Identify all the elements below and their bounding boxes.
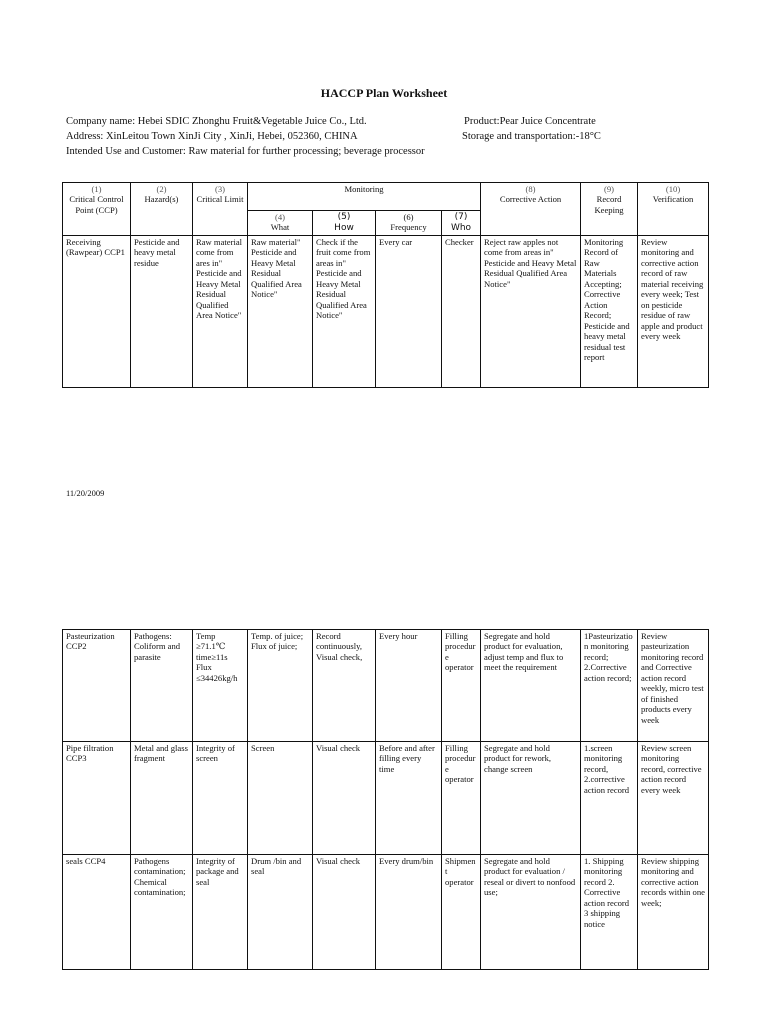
cell-how: Visual check — [313, 742, 376, 855]
cell-who: Filling procedure operator — [442, 742, 481, 855]
cell-who: Checker — [442, 235, 481, 387]
cell-verification: Review shipping monitoring and corrective action records within one week; — [638, 855, 709, 970]
cell-frequency: Every car — [376, 235, 442, 387]
cell-limit: Integrity of screen — [193, 742, 248, 855]
cell-frequency: Every drum/bin — [376, 855, 442, 970]
cell-who: Filling procedure operator — [442, 630, 481, 742]
col-header-hazard: (2) Hazard(s) — [131, 183, 193, 236]
cell-hazard: Pesticide and heavy metal residue — [131, 235, 193, 387]
page-title: HACCP Plan Worksheet — [320, 86, 448, 100]
table-row — [63, 855, 709, 970]
cell-record: 1. Shipping monitoring record 2. Corrective action record 3 shipping notice — [581, 855, 638, 970]
col-header-limit: (3) Critical Limit — [193, 183, 248, 236]
cell-ccp: seals CCP4 — [63, 855, 131, 970]
col-header-what: (4) What — [248, 211, 313, 236]
table-row — [63, 235, 709, 387]
cell-frequency: Every hour — [376, 630, 442, 742]
cell-what: Screen — [248, 742, 313, 855]
cell-record: Monitoring Record of Raw Materials Accepting; Corrective Action Record; Pesticide and heavy metal residual test report — [581, 235, 638, 387]
col-header-verification: (10) Verification — [638, 183, 709, 236]
cell-what: Drum /bin and seal — [248, 855, 313, 970]
col-header-who: (7) Who — [442, 211, 481, 236]
cell-corrective: Segregate and hold product for evaluation, adjust temp and flux to meet the requirement — [481, 630, 581, 742]
col-header-corrective: (8) Corrective Action — [481, 183, 581, 236]
cell-limit: Integrity of package and seal — [193, 855, 248, 970]
cell-record: 1Pasteurization monitoring record; 2.Corrective action record; — [581, 630, 638, 742]
cell-verification: Review screen monitoring record, corrective action record every week — [638, 742, 709, 855]
cell-limit: Temp ≥71.1℃ time≥11s Flux ≤34426kg/h — [193, 630, 248, 742]
cell-corrective: Segregate and hold product for evaluation / reseal or divert to nonfood use; — [481, 855, 581, 970]
cell-hazard: Pathogens: Coliform and parasite — [131, 630, 193, 742]
cell-hazard: Metal and glass fragment — [131, 742, 193, 855]
cell-record: 1.screen monitoring record, 2.corrective action record — [581, 742, 638, 855]
cell-hazard: Pathogens contamination; Chemical contamination; — [131, 855, 193, 970]
col-header-ccp: (1) Critical Control Point (CCP) — [63, 183, 131, 236]
product-name: Product:Pear Juice Concentrate — [464, 116, 596, 127]
col-header-frequency: (6) Frequency — [376, 211, 442, 236]
cell-how: Visual check — [313, 855, 376, 970]
col-header-monitoring: Monitoring — [248, 183, 481, 211]
company-name: Company name: Hebei SDIC Zhonghu Fruit&Vegetable Juice Co., Ltd. — [66, 116, 367, 127]
document-date: 11/20/2009 — [66, 488, 105, 498]
cell-how: Record continuously, Visual check, — [313, 630, 376, 742]
cell-ccp: Pipe filtration CCP3 — [63, 742, 131, 855]
storage-transport: Storage and transportation:-18°C — [462, 131, 601, 142]
haccp-table-top — [62, 182, 709, 388]
cell-verification: Review pasteurization monitoring record and Corrective action record weekly, micro test of finished products every week — [638, 630, 709, 742]
cell-verification: Review monitoring and corrective action record of raw material receiving every week; Test on pesticide residue of raw apple and product every week — [638, 235, 709, 387]
cell-what: Temp. of juice; Flux of juice; — [248, 630, 313, 742]
haccp-table-bottom — [62, 629, 709, 970]
cell-ccp: Pasteurization CCP2 — [63, 630, 131, 742]
col-header-how: (5) How — [313, 211, 376, 236]
company-address: Address: XinLeitou Town XinJi City , XinJi, Hebei, 052360, CHINA — [66, 131, 358, 142]
cell-ccp: Receiving (Rawpear) CCP1 — [63, 235, 131, 387]
cell-limit: Raw material come from ares in" Pesticide and Heavy Metal Residual Qualified Area Notice" — [193, 235, 248, 387]
table-row — [63, 742, 709, 855]
col-header-record: (9) Record Keeping — [581, 183, 638, 236]
cell-frequency: Before and after filling every time — [376, 742, 442, 855]
cell-corrective: Segregate and hold product for rework, change screen — [481, 742, 581, 855]
cell-what: Raw material" Pesticide and Heavy Metal Residual Qualified Area Notice" — [248, 235, 313, 387]
cell-who: Shipment operator — [442, 855, 481, 970]
cell-how: Check if the fruit come from areas in" Pesticide and Heavy Metal Residual Qualified Area Notice" — [313, 235, 376, 387]
table-row — [63, 630, 709, 742]
intended-use: Intended Use and Customer: Raw material for further processing; beverage processor — [66, 146, 425, 157]
cell-corrective: Reject raw apples not come from areas in" Pesticide and Heavy Metal Residual Qualified Area Notice" — [481, 235, 581, 387]
